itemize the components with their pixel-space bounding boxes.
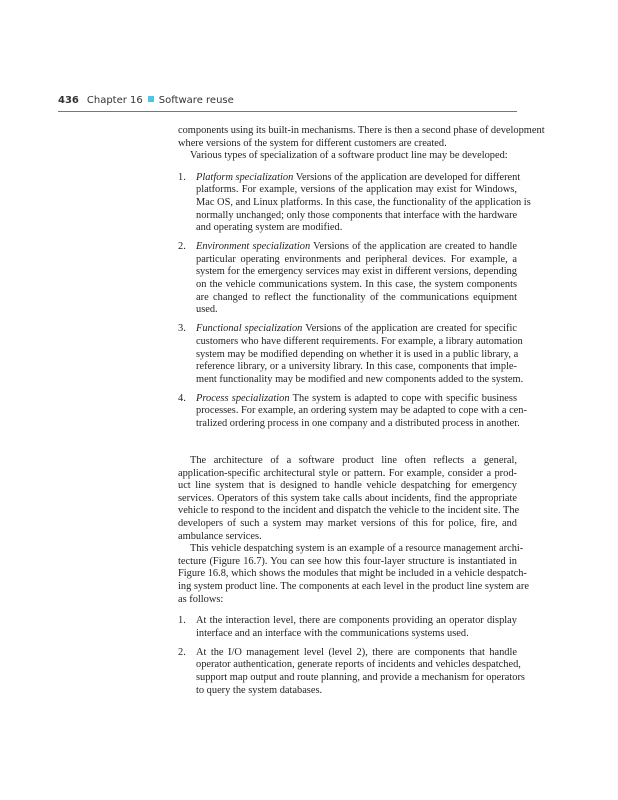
text-line: Mac OS, and Linux platforms. In this case, the functionality of the application is [196, 196, 531, 208]
text-line: ambulance services. [178, 530, 262, 542]
text-line: used. [196, 304, 218, 316]
section-title: Software reuse [158, 95, 234, 106]
list-item [178, 615, 517, 640]
text-line: customers who have different requirements. For example, a library automation [196, 335, 523, 347]
text-line: services. Operators of this system take calls about incidents, find the appropriate [178, 492, 517, 504]
text-line: uct line system that is designed to handle vehicle despatching for emergency [178, 480, 517, 492]
body-paragraph [178, 543, 529, 606]
list-item [178, 171, 531, 235]
text-line: are changed to reflect the functionality of the communications equipment [196, 291, 517, 303]
list-number: 3. [178, 323, 186, 335]
text-line [196, 393, 517, 406]
text-line: operator authentication, generate reports of incidents and vehicles despatched, [196, 659, 521, 671]
text-line: At the interaction level, there are components providing an operator display [196, 615, 517, 627]
text-span: Versions of the application are developed for different [295, 171, 521, 183]
list-number: 1. [178, 171, 186, 183]
text-line: developers of such a system may market versions of this for police, fire, and [178, 518, 517, 530]
intro-paragraph [178, 125, 545, 163]
text-line: processes. For example, an ordering system may be adapted to cope with a cen- [196, 405, 527, 417]
text-span: The system is adapted to cope with specific business [292, 392, 517, 404]
text-span: Versions of the application are created to handle [313, 241, 518, 253]
text-line: The architecture of a software product line often reflects a general, [190, 455, 517, 467]
text-line: system may be modified depending on whether it is used in a public library, a [196, 348, 519, 360]
list-number: 4. [178, 392, 186, 404]
text-line: components using its built-in mechanisms. There is then a second phase of development [178, 125, 545, 136]
page-body [178, 125, 545, 704]
specialization-list [178, 171, 531, 431]
text-line: on the vehicle communications system. In this case, the system components [196, 279, 517, 291]
list-item [178, 323, 524, 386]
page-number: 436 [58, 95, 79, 106]
text-line: Figure 16.8, which shows the modules that might be included in a vehicle despatch- [178, 568, 527, 580]
text-line: Various types of specialization of a software product line may be developed: [190, 150, 508, 162]
text-line: reference library, or a university library. In this case, components that imple- [196, 361, 517, 373]
list-term: Environment specialization [196, 241, 311, 253]
text-line: to query the system databases. [196, 684, 323, 696]
text-line: At the I/O management level (level 2), there are components that handle [196, 646, 517, 658]
list-term: Functional specialization [196, 323, 303, 335]
text-span: Versions of the application are created for specific [305, 323, 517, 335]
running-header [58, 95, 234, 106]
text-line: and operating system are modified. [196, 222, 343, 234]
text-line: where versions of the system for different customers are created. [178, 137, 447, 149]
text-line: tralized ordering process in one company and a distributed process in another. [196, 417, 520, 429]
body-paragraphs [178, 455, 529, 606]
text-line: vehicle to respond to the incident and dispatch the vehicle to the incident site. The [178, 505, 520, 517]
list-term: Platform specialization [196, 171, 294, 183]
text-line [196, 323, 517, 336]
text-line [196, 241, 517, 254]
list-item [178, 646, 525, 697]
square-bullet-icon [148, 96, 154, 102]
text-line: application-specific architectural style or pattern. For example, consider a prod- [178, 467, 517, 479]
list-number: 2. [178, 646, 186, 658]
text-line: platforms. For example, versions of the application may exist for Windows, [196, 184, 517, 196]
text-line: This vehicle despatching system is an example of a resource management archi- [190, 543, 524, 555]
text-line: ing system product line. The components at each level in the product line system are [178, 581, 529, 592]
text-line: support map output and route planning, and provide a mechanism for operators [196, 672, 525, 684]
list-number: 2. [178, 241, 186, 253]
text-line: particular operating environments and peripheral devices. For example, a [196, 253, 517, 265]
header-rule [58, 111, 517, 112]
text-line: interface and an interface with the communications systems used. [196, 627, 469, 639]
list-item [178, 392, 527, 431]
text-line: ment functionality may be modified and new components added to the system. [196, 373, 524, 385]
list-item [178, 241, 517, 317]
text-line: tecture (Figure 16.7). You can see how this four-layer structure is instantiated in [178, 555, 517, 567]
chapter-label: Chapter 16 [86, 95, 143, 106]
list-number: 1. [178, 615, 186, 627]
list-term: Process specialization [196, 392, 290, 404]
text-line: system for the emergency services may exist in different versions, depending [196, 266, 517, 278]
body-paragraph [178, 455, 520, 543]
text-line: normally unchanged; only those components that interface with the hardware [196, 209, 518, 221]
text-line: as follows: [178, 593, 224, 605]
text-line [196, 171, 521, 185]
level-list [178, 615, 525, 697]
